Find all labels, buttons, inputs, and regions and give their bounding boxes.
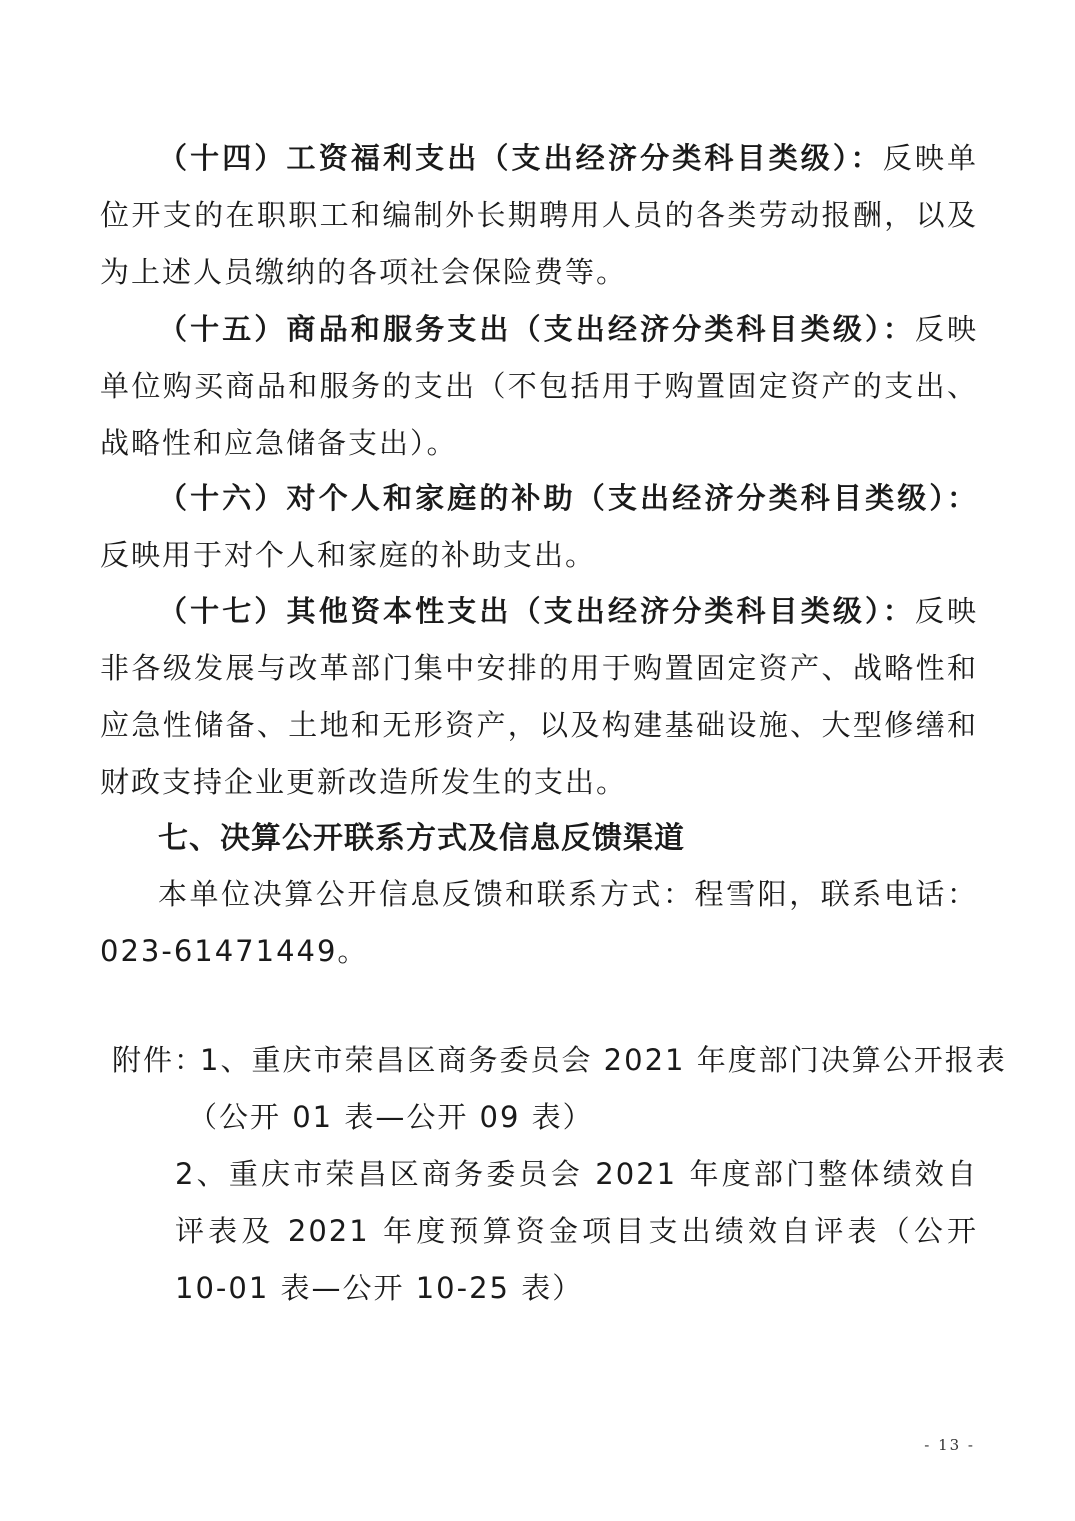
item-16 — [100, 470, 978, 584]
page-number: - 13 - — [924, 1436, 975, 1454]
attachment-item-2: 2、重庆市荣昌区商务委员会 2021 年度部门整体绩效自评表及 2021 年度预算资金项目支出绩效自评表（公开 10-01 表—公开 10-25 表） — [175, 1157, 978, 1305]
item-14-head: （十四）工资福利支出（支出经济分类科目类级）： — [158, 141, 883, 175]
item-15 — [100, 301, 978, 472]
section-7-contact: 本单位决算公开信息反馈和联系方式：程雪阳，联系电话：023-61471449。 — [100, 877, 978, 968]
item-15-body: 反映单位购买商品和服务的支出（不包括用于购置固定资产的支出、战略性和应急储备支出）。 — [100, 312, 978, 460]
section-7-title: 七、决算公开联系方式及信息反馈渠道 — [158, 821, 685, 856]
attachment-item-1-cont: （公开 01 表—公开 09 表） — [188, 1100, 594, 1134]
item-17-body: 反映非各级发展与改革部门集中安排的用于购置固定资产、战略性和应急性储备、土地和无形资产，以及构建基础设施、大型修缮和财政支持企业更新改造所发生的支出。 — [100, 594, 978, 799]
attachment-label: 附件： — [112, 1043, 206, 1077]
attachment-item-1: 1、重庆市荣昌区商务委员会 2021 年度部门决算公开报表 — [200, 1043, 1007, 1077]
item-17 — [100, 583, 978, 811]
item-15-head: （十五）商品和服务支出（支出经济分类科目类级）： — [158, 312, 915, 346]
item-14-body: 反映单位开支的在职职工和编制外长期聘用人员的各类劳动报酬，以及为上述人员缴纳的各项社会保险费等。 — [100, 141, 978, 289]
item-16-head: （十六）对个人和家庭的补助（支出经济分类科目类级）： — [158, 481, 978, 515]
item-16-body: 反映用于对个人和家庭的补助支出。 — [100, 538, 597, 572]
item-14 — [100, 130, 978, 301]
item-17-head: （十七）其他资本性支出（支出经济分类科目类级）： — [158, 594, 915, 628]
